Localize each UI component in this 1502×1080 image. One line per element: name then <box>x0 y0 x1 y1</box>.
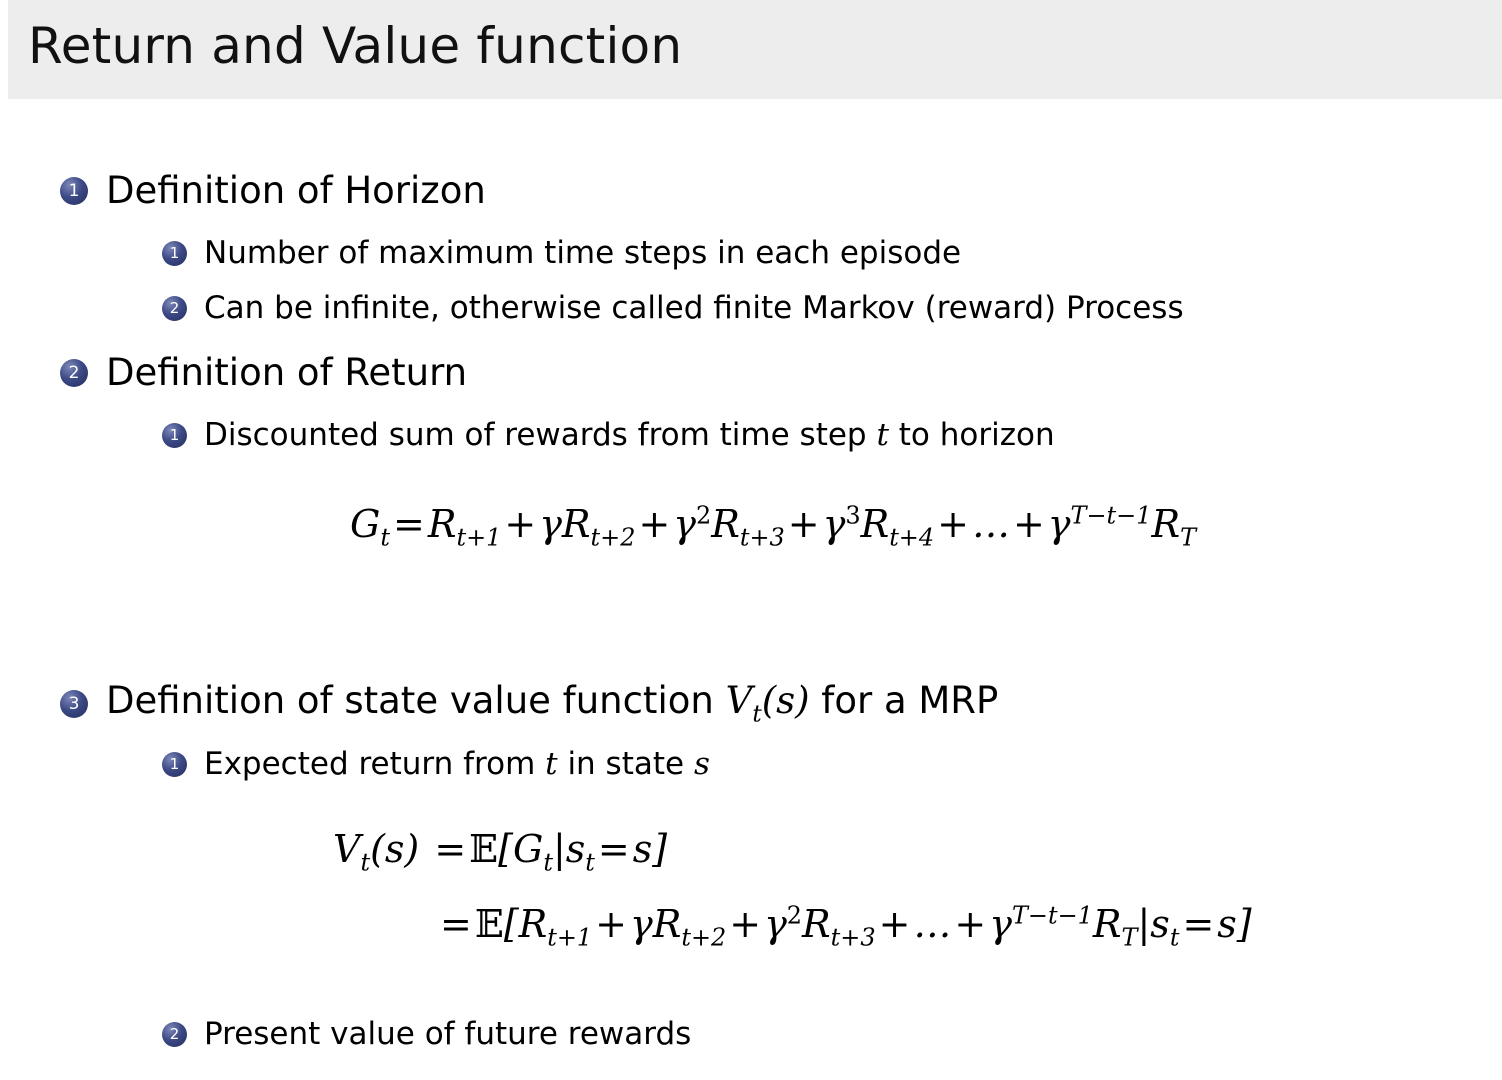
enumerate-marker: 2 <box>162 1022 187 1047</box>
enumerate-marker: 2 <box>60 359 88 387</box>
slide-body <box>0 101 1502 1080</box>
equation-return: $G_t=R_{t+1}+\gamma R_{t+2}+\gamma^2R_{t+3}+\gamma^3R_{t+4}+\dots+\gamma^{T-t-1}R_T$ <box>350 501 1197 552</box>
slide-title-bar <box>0 0 1502 101</box>
list-item-label: Discounted sum of rewards from time step t to horizon <box>204 417 1055 453</box>
list-item-definition-of-return <box>60 353 467 394</box>
enumerate-marker: 1 <box>60 177 88 205</box>
list-item-definition-of-state-value-function <box>60 681 998 727</box>
enumerate-marker: 1 <box>162 752 187 777</box>
list-item-discounted-sum-of-rewards <box>162 418 1055 452</box>
enumerate-marker: 1 <box>162 241 187 266</box>
page-title: Return and Value function <box>28 17 683 75</box>
list-item-label: Present value of future rewards <box>204 1016 692 1052</box>
enumerate-marker: 2 <box>162 296 187 321</box>
list-item-present-value-of-future-rewards <box>162 1017 691 1051</box>
title-bar-left-rule <box>0 0 8 101</box>
equation-value-line-2: $=𝔼[R_{t+1}+\gamma R_{t+2}+\gamma^2R_{t+3}+\dots+\gamma^{T-t-1}R_T|s_t=s]$ <box>440 901 1252 952</box>
list-item-label: Can be infinite, otherwise called finite Markov (reward) Process <box>204 290 1184 326</box>
list-item-number-of-max-time-steps <box>162 236 961 270</box>
list-item-label: Definition of Horizon <box>106 169 486 212</box>
enumerate-marker: 1 <box>162 423 187 448</box>
list-item-can-be-infinite <box>162 291 1184 325</box>
list-item-definition-of-horizon <box>60 171 486 212</box>
list-item-expected-return <box>162 747 710 781</box>
equation-value-line-1: $V_t(s)$ $=𝔼[G_t|s_t=s]$ <box>333 827 668 877</box>
list-item-label: Expected return from t in state s <box>204 746 710 782</box>
list-item-label: Definition of state value function $V_t(s)$ for a MRP <box>106 679 999 728</box>
enumerate-marker: 3 <box>60 690 88 718</box>
list-item-label: Number of maximum time steps in each episode <box>204 235 962 271</box>
list-item-label: Definition of Return <box>106 351 468 394</box>
